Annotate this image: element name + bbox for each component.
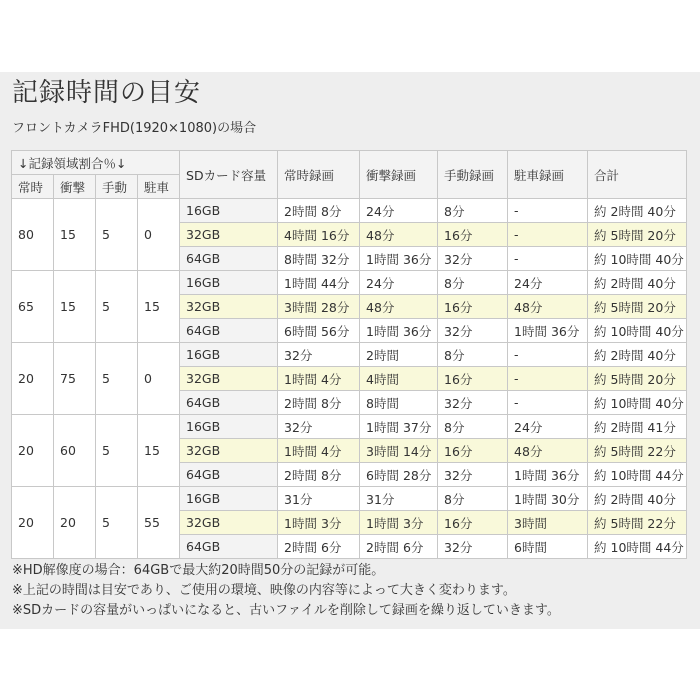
normal-cell: 32分 — [278, 343, 360, 367]
header-sd-capacity: SDカード容量 — [180, 151, 278, 199]
subheader-parking: 駐車 — [138, 175, 180, 199]
normal-cell: 1時間 4分 — [278, 367, 360, 391]
page-subtitle: フロントカメラFHD(1920×1080)の場合 — [12, 121, 257, 136]
total-cell: 約 5時間 22分 — [588, 439, 687, 463]
alloc-impact: 20 — [54, 487, 96, 559]
sd-capacity-cell: 32GB — [180, 511, 278, 535]
impact-cell: 24分 — [360, 199, 438, 223]
total-cell: 約 10時間 40分 — [588, 247, 687, 271]
impact-cell: 2時間 — [360, 343, 438, 367]
total-cell: 約 5時間 20分 — [588, 295, 687, 319]
total-cell: 約 10時間 40分 — [588, 319, 687, 343]
table-row — [12, 271, 687, 295]
total-cell: 約 2時間 40分 — [588, 343, 687, 367]
footnote-sd-overwrite: ※SDカードの容量がいっぱいになると、古いファイルを削除して録画を繰り返していきます。 — [12, 603, 560, 618]
alloc-impact: 75 — [54, 343, 96, 415]
impact-cell: 31分 — [360, 487, 438, 511]
impact-cell: 1時間 36分 — [360, 247, 438, 271]
impact-cell: 48分 — [360, 223, 438, 247]
subheader-normal: 常時 — [12, 175, 54, 199]
sd-capacity-cell: 32GB — [180, 223, 278, 247]
alloc-manual: 5 — [96, 271, 138, 343]
parking-cell: 24分 — [508, 415, 588, 439]
parking-cell: 1時間 30分 — [508, 487, 588, 511]
normal-cell: 2時間 8分 — [278, 463, 360, 487]
normal-cell: 1時間 44分 — [278, 271, 360, 295]
total-cell: 約 5時間 20分 — [588, 223, 687, 247]
header-normal-recording: 常時録画 — [278, 151, 360, 199]
parking-cell: - — [508, 199, 588, 223]
header-allocation: ↓記録領域割合％↓ — [12, 151, 180, 175]
manual-cell: 16分 — [438, 367, 508, 391]
alloc-impact: 15 — [54, 199, 96, 271]
alloc-normal: 20 — [12, 343, 54, 415]
manual-cell: 8分 — [438, 271, 508, 295]
manual-cell: 16分 — [438, 223, 508, 247]
total-cell: 約 5時間 22分 — [588, 511, 687, 535]
sd-capacity-cell: 16GB — [180, 199, 278, 223]
recording-time-table — [11, 150, 687, 559]
footnote-hd: ※HD解像度の場合：64GBで最大約20時間50分の記録が可能。 — [12, 563, 385, 578]
sd-capacity-cell: 32GB — [180, 367, 278, 391]
parking-cell: 3時間 — [508, 511, 588, 535]
alloc-parking: 0 — [138, 199, 180, 271]
header-manual-recording: 手動録画 — [438, 151, 508, 199]
manual-cell: 8分 — [438, 415, 508, 439]
alloc-parking: 15 — [138, 415, 180, 487]
normal-cell: 2時間 8分 — [278, 391, 360, 415]
alloc-impact: 60 — [54, 415, 96, 487]
alloc-parking: 15 — [138, 271, 180, 343]
total-cell: 約 10時間 40分 — [588, 391, 687, 415]
impact-cell: 1時間 37分 — [360, 415, 438, 439]
recording-time-panel — [0, 72, 700, 629]
normal-cell: 6時間 56分 — [278, 319, 360, 343]
sd-capacity-cell: 16GB — [180, 271, 278, 295]
table-header-row — [12, 151, 687, 175]
manual-cell: 8分 — [438, 343, 508, 367]
alloc-normal: 65 — [12, 271, 54, 343]
total-cell: 約 2時間 40分 — [588, 487, 687, 511]
alloc-normal: 80 — [12, 199, 54, 271]
sd-capacity-cell: 32GB — [180, 295, 278, 319]
sd-capacity-cell: 16GB — [180, 415, 278, 439]
normal-cell: 32分 — [278, 415, 360, 439]
normal-cell: 3時間 28分 — [278, 295, 360, 319]
parking-cell: 48分 — [508, 295, 588, 319]
sd-capacity-cell: 64GB — [180, 463, 278, 487]
page-title: 記録時間の目安 — [12, 78, 202, 108]
alloc-impact: 15 — [54, 271, 96, 343]
normal-cell: 8時間 32分 — [278, 247, 360, 271]
table-row — [12, 343, 687, 367]
impact-cell: 24分 — [360, 271, 438, 295]
parking-cell: 1時間 36分 — [508, 319, 588, 343]
manual-cell: 32分 — [438, 535, 508, 559]
parking-cell: - — [508, 391, 588, 415]
sd-capacity-cell: 64GB — [180, 319, 278, 343]
alloc-parking: 0 — [138, 343, 180, 415]
impact-cell: 48分 — [360, 295, 438, 319]
manual-cell: 32分 — [438, 319, 508, 343]
subheader-impact: 衝撃 — [54, 175, 96, 199]
impact-cell: 8時間 — [360, 391, 438, 415]
impact-cell: 3時間 14分 — [360, 439, 438, 463]
table-row — [12, 415, 687, 439]
impact-cell: 2時間 6分 — [360, 535, 438, 559]
manual-cell: 16分 — [438, 295, 508, 319]
normal-cell: 2時間 8分 — [278, 199, 360, 223]
subheader-manual: 手動 — [96, 175, 138, 199]
impact-cell: 6時間 28分 — [360, 463, 438, 487]
sd-capacity-cell: 16GB — [180, 343, 278, 367]
parking-cell: - — [508, 223, 588, 247]
alloc-parking: 55 — [138, 487, 180, 559]
alloc-manual: 5 — [96, 487, 138, 559]
manual-cell: 32分 — [438, 391, 508, 415]
sd-capacity-cell: 64GB — [180, 391, 278, 415]
alloc-normal: 20 — [12, 415, 54, 487]
parking-cell: - — [508, 343, 588, 367]
total-cell: 約 10時間 44分 — [588, 463, 687, 487]
manual-cell: 16分 — [438, 439, 508, 463]
impact-cell: 1時間 36分 — [360, 319, 438, 343]
manual-cell: 8分 — [438, 487, 508, 511]
footnotes — [12, 561, 560, 621]
parking-cell: - — [508, 247, 588, 271]
header-total: 合計 — [588, 151, 687, 199]
parking-cell: 1時間 36分 — [508, 463, 588, 487]
impact-cell: 1時間 3分 — [360, 511, 438, 535]
sd-capacity-cell: 16GB — [180, 487, 278, 511]
normal-cell: 1時間 3分 — [278, 511, 360, 535]
total-cell: 約 5時間 20分 — [588, 367, 687, 391]
normal-cell: 31分 — [278, 487, 360, 511]
sd-capacity-cell: 32GB — [180, 439, 278, 463]
manual-cell: 16分 — [438, 511, 508, 535]
header-impact-recording: 衝撃録画 — [360, 151, 438, 199]
parking-cell: - — [508, 367, 588, 391]
alloc-manual: 5 — [96, 199, 138, 271]
parking-cell: 6時間 — [508, 535, 588, 559]
table-row — [12, 487, 687, 511]
normal-cell: 4時間 16分 — [278, 223, 360, 247]
footnote-estimate: ※上記の時間は目安であり、ご使用の環境、映像の内容等によって大きく変わります。 — [12, 583, 516, 598]
manual-cell: 32分 — [438, 463, 508, 487]
normal-cell: 1時間 4分 — [278, 439, 360, 463]
total-cell: 約 2時間 41分 — [588, 415, 687, 439]
normal-cell: 2時間 6分 — [278, 535, 360, 559]
manual-cell: 8分 — [438, 199, 508, 223]
parking-cell: 24分 — [508, 271, 588, 295]
impact-cell: 4時間 — [360, 367, 438, 391]
sd-capacity-cell: 64GB — [180, 247, 278, 271]
alloc-manual: 5 — [96, 415, 138, 487]
alloc-normal: 20 — [12, 487, 54, 559]
header-parking-recording: 駐車録画 — [508, 151, 588, 199]
table-row — [12, 199, 687, 223]
total-cell: 約 2時間 40分 — [588, 199, 687, 223]
sd-capacity-cell: 64GB — [180, 535, 278, 559]
total-cell: 約 10時間 44分 — [588, 535, 687, 559]
alloc-manual: 5 — [96, 343, 138, 415]
manual-cell: 32分 — [438, 247, 508, 271]
parking-cell: 48分 — [508, 439, 588, 463]
total-cell: 約 2時間 40分 — [588, 271, 687, 295]
